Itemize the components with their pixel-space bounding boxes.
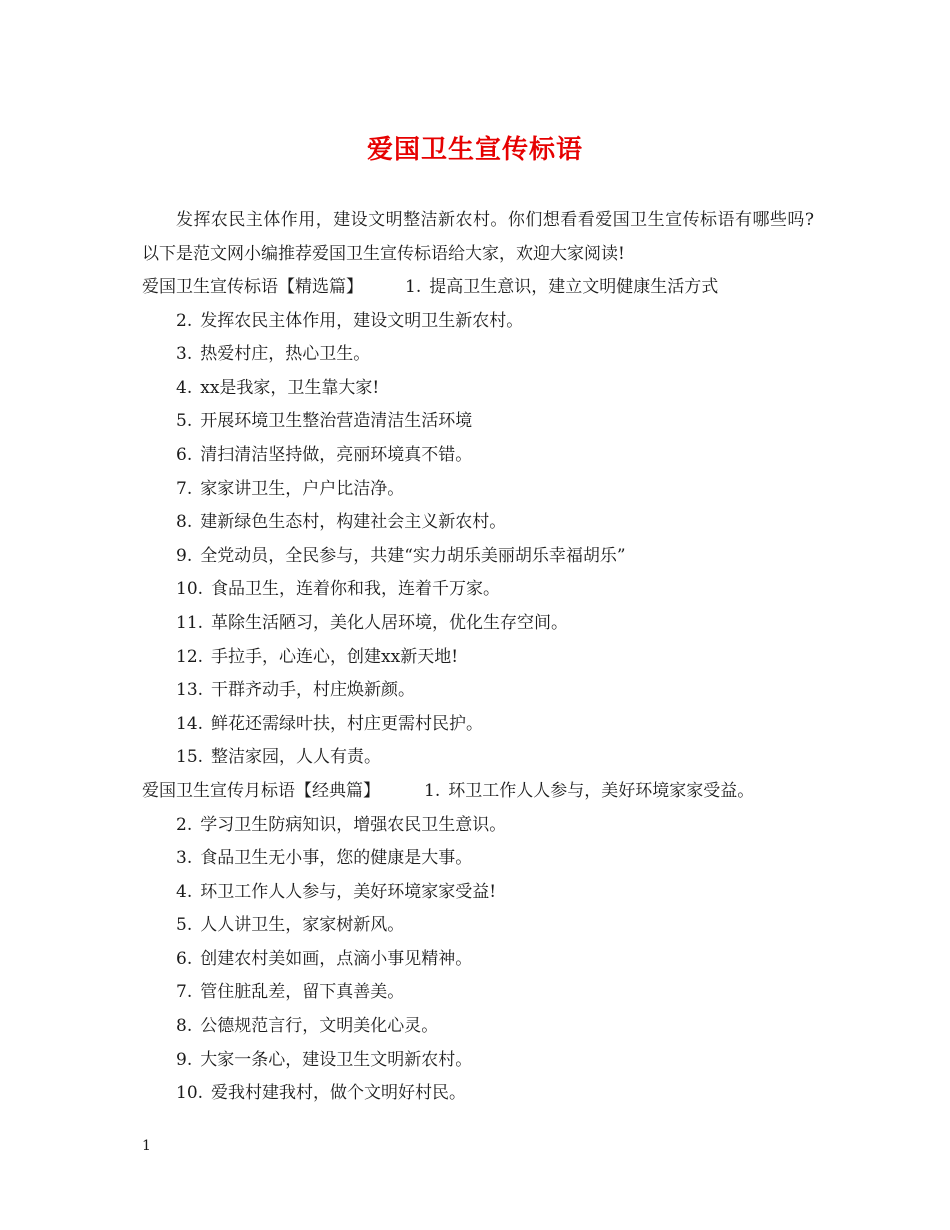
list-item-text: 鲜花还需绿叶扶，村庄更需村民护。	[211, 713, 484, 734]
list-item-number: 8.	[176, 1016, 193, 1037]
list-item-number: 6.	[176, 948, 193, 969]
slogan-list	[142, 271, 822, 1111]
list-item	[142, 909, 822, 943]
list-item	[142, 540, 822, 574]
list-item-text: 人人讲卫生，家家树新风。	[200, 915, 405, 936]
list-item-number: 3.	[176, 344, 193, 365]
section-heading: 爱国卫生宣传标语【精选篇】	[142, 277, 363, 297]
list-item-number: 5.	[176, 915, 193, 936]
list-item-text: 开展环境卫生整治营造清洁生活环境	[200, 411, 473, 432]
list-item	[142, 1044, 822, 1078]
list-item-number: 8.	[176, 512, 193, 533]
list-item-number: 14.	[176, 713, 204, 734]
list-item-number: 4.	[176, 881, 193, 902]
list-item-number: 9.	[176, 545, 193, 566]
list-item-number: 4.	[176, 377, 193, 398]
list-item-text: 提高卫生意识，建立文明健康生活方式	[429, 277, 719, 297]
list-item-text: 爱我村建我村，做个文明好村民。	[211, 1083, 467, 1104]
list-item	[142, 439, 822, 473]
list-item	[142, 305, 822, 339]
list-item-text: 发挥农民主体作用，建设文明卫生新农村。	[200, 310, 524, 331]
list-item-text: xx是我家，卫生靠大家!	[200, 377, 380, 398]
list-item-number: 7.	[176, 982, 193, 1003]
list-item-text: 热爱村庄，热心卫生。	[200, 344, 371, 365]
list-item	[142, 506, 822, 540]
list-item	[142, 943, 822, 977]
list-item-text: 环卫工作人人参与，美好环境家家受益!	[200, 881, 497, 902]
list-item-number: 12.	[176, 646, 204, 667]
list-item	[142, 641, 822, 675]
list-item-text: 公德规范言行，文明美化心灵。	[200, 1016, 439, 1037]
list-item-text: 革除生活陋习，美化人居环境，优化生存空间。	[211, 612, 569, 633]
section-heading-line	[142, 271, 822, 305]
list-item-number: 7.	[176, 478, 193, 499]
page-number: 1	[142, 1138, 151, 1154]
list-item-text: 手拉手，心连心，创建xx新天地!	[211, 646, 459, 667]
section-heading: 爱国卫生宣传月标语【经典篇】	[142, 780, 380, 801]
intro-paragraph: 发挥农民主体作用，建设文明整洁新农村。你们想看看爱国卫生宣传标语有哪些吗?以下是范文网小编推荐爱国卫生宣传标语给大家，欢迎大家阅读!	[142, 210, 814, 264]
list-item	[142, 842, 822, 876]
list-item	[142, 809, 822, 843]
list-item-number: 6.	[176, 444, 193, 465]
document-title: 爱国卫生宣传标语	[366, 135, 583, 165]
list-item-text: 大家一条心，建设卫生文明新农村。	[200, 1049, 473, 1070]
list-item-number: 2.	[176, 310, 193, 331]
list-item	[142, 473, 822, 507]
list-item	[142, 1010, 822, 1044]
section-heading-line	[142, 775, 822, 809]
list-item	[142, 876, 822, 910]
list-item-text: 建新绿色生态村，构建社会主义新农村。	[200, 512, 507, 533]
list-item-number: 13.	[176, 680, 204, 701]
list-item-text: 管住脏乱差，留下真善美。	[200, 982, 405, 1003]
list-item	[142, 976, 822, 1010]
list-item-number: 10.	[176, 579, 204, 600]
list-item-number: 11.	[176, 612, 204, 633]
list-item-number: 5.	[176, 411, 193, 432]
list-item	[142, 338, 822, 372]
list-item	[142, 1077, 822, 1111]
list-item-number: 15.	[176, 747, 204, 768]
list-item	[142, 607, 822, 641]
list-item-text: 创建农村美如画，点滴小事见精神。	[200, 948, 473, 969]
list-item-text: 食品卫生，连着你和我，连着千万家。	[211, 579, 501, 600]
list-item-text: 清扫清洁坚持做，亮丽环境真不错。	[200, 444, 473, 465]
list-item-number: 10.	[176, 1083, 204, 1104]
list-item-number: 1.	[424, 780, 441, 801]
list-item-text: 家家讲卫生，户户比洁净。	[200, 478, 405, 499]
list-item-number: 1.	[405, 277, 422, 297]
list-item	[142, 405, 822, 439]
list-item-number: 3.	[176, 848, 193, 869]
list-item	[142, 741, 822, 775]
list-item-text: 干群齐动手，村庄焕新颜。	[211, 680, 416, 701]
list-item	[142, 573, 822, 607]
list-item-number: 2.	[176, 814, 193, 835]
list-item-text: 环卫工作人人参与，美好环境家家受益。	[448, 780, 755, 801]
list-item-text: 整洁家园，人人有责。	[211, 747, 382, 768]
list-item-number: 9.	[176, 1049, 193, 1070]
list-item-text: 学习卫生防病知识，增强农民卫生意识。	[200, 814, 507, 835]
list-item	[142, 708, 822, 742]
list-item	[142, 372, 822, 406]
list-item-text: 食品卫生无小事，您的健康是大事。	[200, 848, 473, 869]
list-item-text: 全党动员，全民参与，共建“实力胡乐美丽胡乐幸福胡乐”	[200, 545, 626, 566]
list-item	[142, 674, 822, 708]
